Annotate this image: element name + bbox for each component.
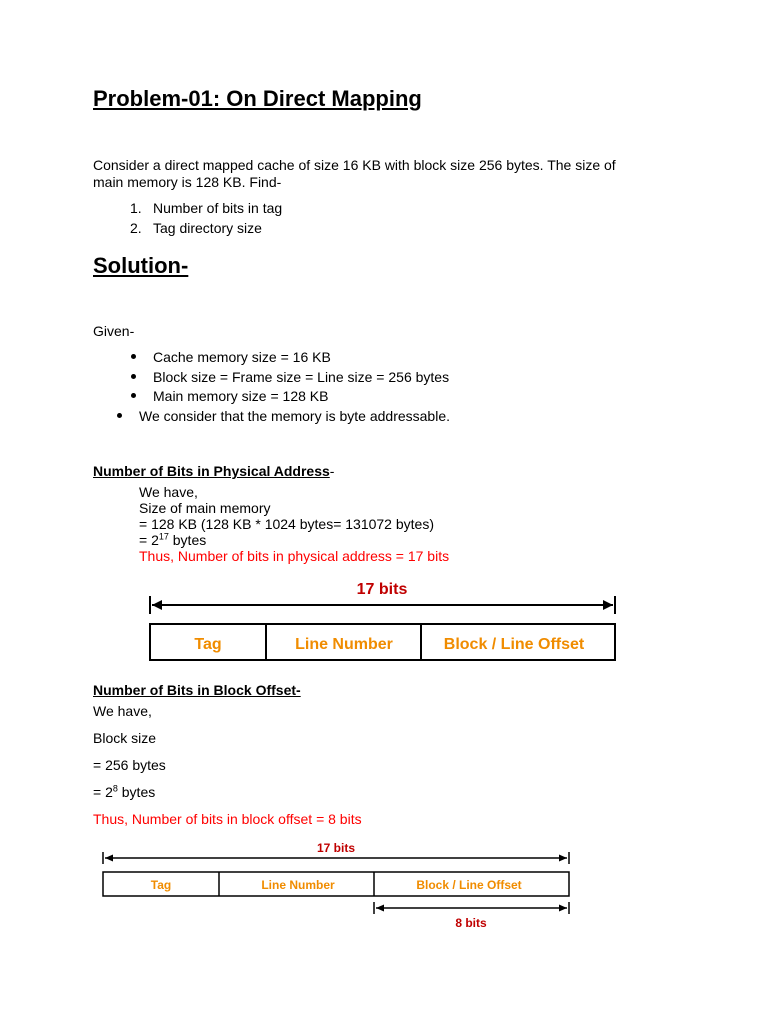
physical-address-heading-text: Number of Bits in Physical Address	[93, 463, 330, 479]
bullet-icon	[117, 413, 122, 418]
problem-text-line1: Consider a direct mapped cache of size 16 KB with block size 256 bytes. The size of	[93, 157, 616, 173]
find-item-1-text: Number of bits in tag	[153, 200, 283, 216]
diagram2-offset-bits-label: 8 bits	[455, 916, 487, 930]
address-format-diagram-1	[140, 572, 630, 668]
given-item-block-size: Block size = Frame size = Line size = 256 bytes	[153, 369, 450, 385]
bullet-icon	[131, 374, 136, 379]
arrow-left-icon	[105, 855, 113, 862]
physical-address-exponent: 17	[158, 531, 169, 542]
bullet-icon	[131, 354, 136, 359]
find-item-2-text: Tag directory size	[153, 220, 262, 236]
given-item-cache-size: Cache memory size = 16 KB	[153, 349, 331, 365]
arrow-left-icon	[376, 905, 384, 912]
find-item-1-number: 1.	[130, 200, 142, 216]
diagram1-total-bits-label: 17 bits	[356, 581, 408, 598]
diagram2-total-bits-label: 17 bits	[316, 841, 356, 855]
physical-address-line1: We have,	[139, 484, 198, 500]
physical-address-result: Thus, Number of bits in physical address = 17 bits	[139, 548, 450, 564]
block-offset-heading: Number of Bits in Block Offset-	[93, 682, 301, 698]
diagram2-field-block-offset: Block / Line Offset	[416, 878, 522, 892]
diagram1-field-block-offset: Block / Line Offset	[443, 636, 585, 653]
block-offset-line4	[93, 784, 155, 800]
physical-address-line2: Size of main memory	[139, 500, 271, 516]
block-offset-line3: = 256 bytes	[93, 757, 166, 773]
block-offset-line4-suffix: bytes	[117, 784, 156, 800]
block-offset-line1: We have,	[93, 703, 152, 719]
given-item-main-memory: Main memory size = 128 KB	[153, 388, 329, 404]
find-item-2-number: 2.	[130, 220, 142, 236]
block-offset-exponent: 8	[112, 783, 118, 794]
block-offset-line4-prefix: = 2	[93, 784, 113, 800]
arrow-left-icon	[152, 600, 162, 610]
physical-address-heading	[93, 463, 334, 479]
block-offset-line2: Block size	[93, 730, 157, 746]
address-format-diagram-2	[95, 836, 580, 934]
diagram1-field-tag: Tag	[194, 636, 222, 653]
physical-address-line3: = 128 KB (128 KB * 1024 bytes= 131072 bytes)	[139, 516, 434, 532]
given-item-byte-addressable: We consider that the memory is byte addressable.	[139, 408, 451, 424]
physical-address-heading-suffix: -	[329, 463, 335, 479]
solution-title: Solution-	[93, 253, 189, 278]
diagram1-field-line-number: Line Number	[295, 636, 393, 653]
problem-text-line2: main memory is 128 KB. Find-	[93, 174, 282, 190]
problem-title: Problem-01: On Direct Mapping	[93, 86, 422, 111]
physical-address-line4	[139, 532, 206, 548]
arrow-right-icon	[559, 905, 567, 912]
diagram2-field-line-number: Line Number	[261, 878, 335, 892]
diagram2-field-tag: Tag	[150, 878, 172, 892]
arrow-right-icon	[603, 600, 613, 610]
bullet-icon	[131, 393, 136, 398]
physical-address-line4-suffix: bytes	[168, 532, 207, 548]
physical-address-line4-prefix: = 2	[139, 532, 159, 548]
block-offset-result: Thus, Number of bits in block offset = 8 bits	[93, 811, 362, 827]
given-label: Given-	[93, 323, 135, 339]
arrow-right-icon	[559, 855, 567, 862]
